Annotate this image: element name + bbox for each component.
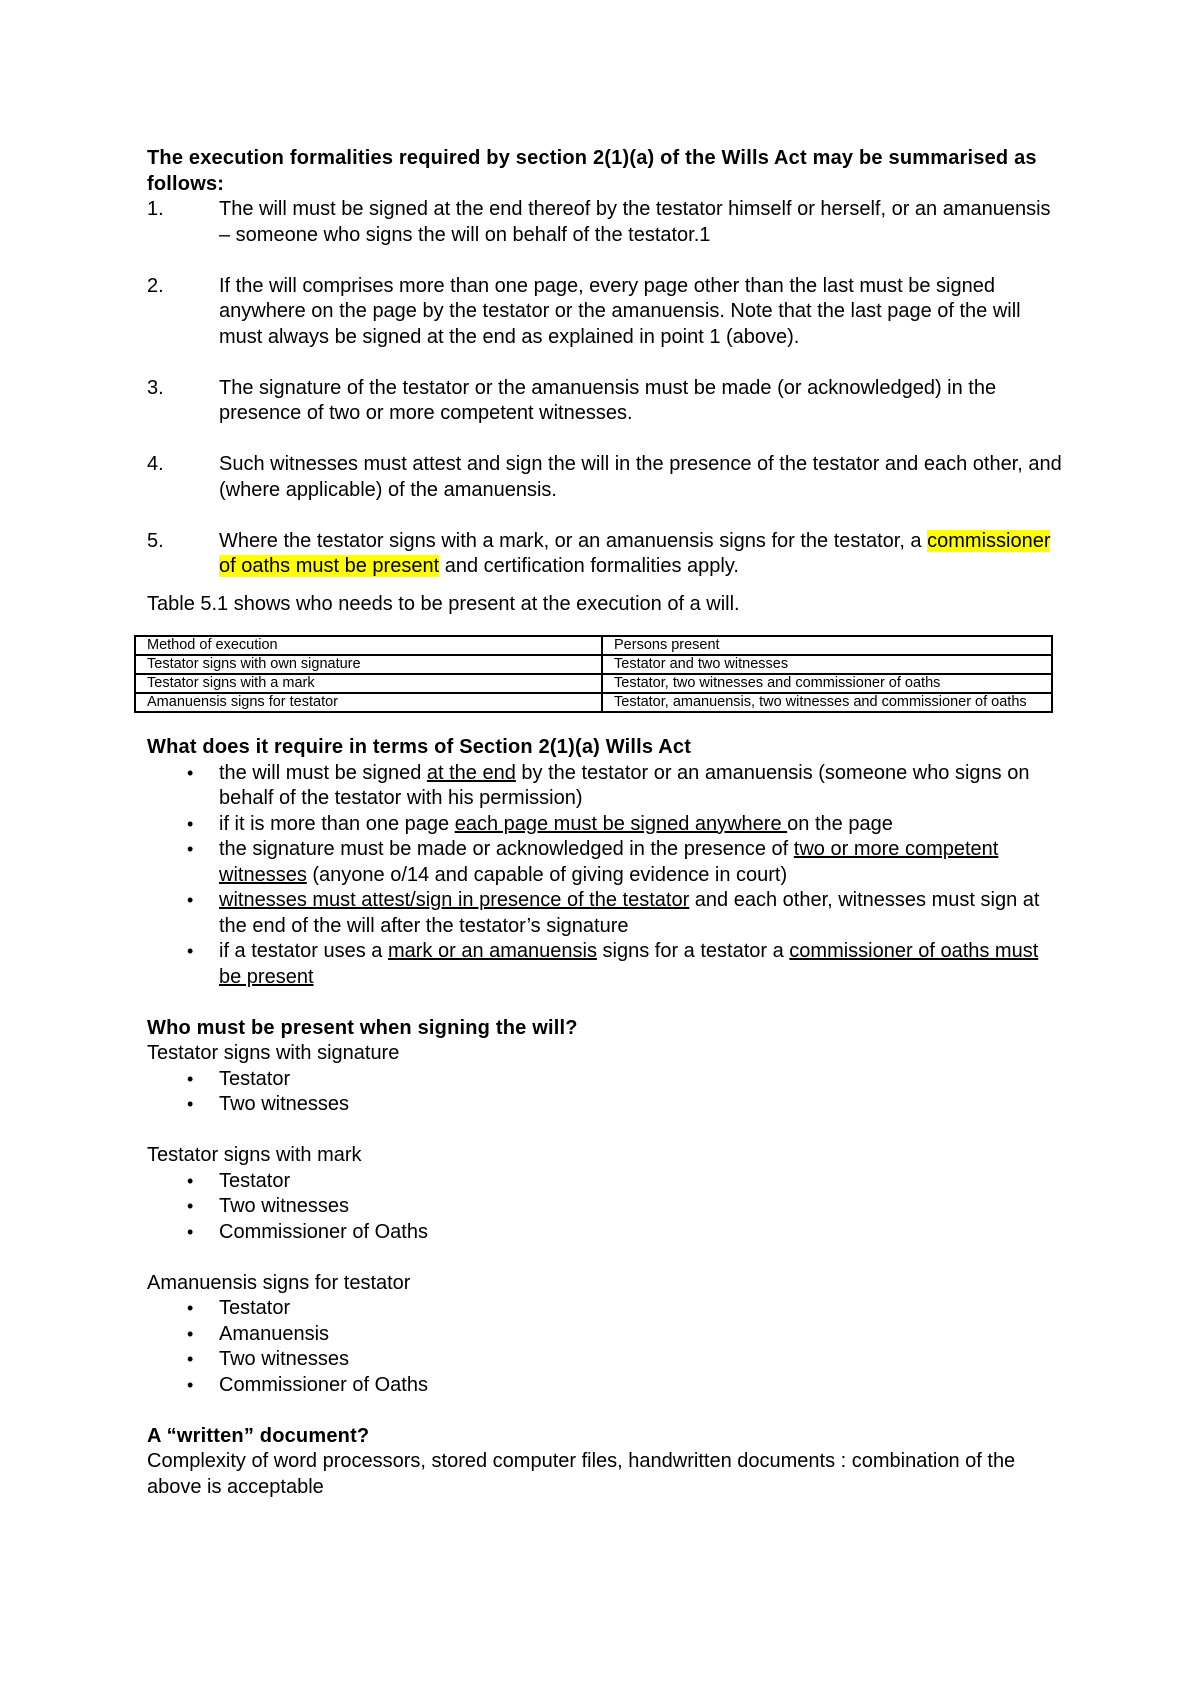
list-item-text xyxy=(219,939,1062,990)
list-item xyxy=(147,1296,1062,1322)
list-item-text xyxy=(219,837,1062,888)
table-cell: Testator, two witnesses and commissioner of oaths xyxy=(602,674,1052,693)
list-item xyxy=(147,1322,1062,1348)
item-text-before: Where the testator signs with a mark, or an amanuensis signs for the testator, a xyxy=(219,529,928,552)
bullet-icon: • xyxy=(187,1374,194,1395)
text-part: the will must be signed xyxy=(219,761,427,784)
formality-item xyxy=(147,452,1062,503)
table-cell: Testator signs with a mark xyxy=(135,674,602,693)
intro-heading: The execution formalities required by section 2(1)(a) of the Wills Act may be summarised as follows: xyxy=(147,147,1037,195)
list-item-text: Testator xyxy=(219,1297,291,1319)
text-part: and each other, witnesses must sign at the end of the will after the testator’s signature xyxy=(219,889,1040,937)
table-cell: Testator signs with own signature xyxy=(135,655,602,674)
item-text: If the will comprises more than one page, every page other than the last must be signed anywhere on the page by the testator or the amanuensis. Note that the last page of the will must always be signed at the end as explained in point 1 (above). xyxy=(219,274,1021,348)
text-part: signs for a testator a xyxy=(596,940,790,962)
table-header-cell: Method of execution xyxy=(135,636,602,655)
bullet-icon: • xyxy=(187,813,194,834)
text-part: by the testator or an amanuensis (someone who signs on behalf of the testator with his permission) xyxy=(219,761,1030,809)
group-title: Amanuensis signs for testator xyxy=(147,1271,411,1294)
table-intro: Table 5.1 shows who needs to be present at the execution of a will. xyxy=(147,592,740,615)
underlined-text: two or more competent witnesses xyxy=(219,838,999,886)
list-item xyxy=(147,1169,1062,1195)
list-item-text: Commissioner of Oaths xyxy=(219,1373,428,1396)
list-item-text: Commissioner of Oaths xyxy=(219,1220,428,1243)
item-number: 2. xyxy=(147,274,164,297)
table-row xyxy=(135,693,1052,712)
list-item xyxy=(147,888,1062,939)
underlined-text: witnesses must attest/sign in presence of the testator xyxy=(219,889,690,911)
bullet-icon: • xyxy=(187,1094,194,1114)
list-item-text: Amanuensis xyxy=(219,1322,330,1345)
presence-group xyxy=(147,1143,1062,1245)
bullet-icon: • xyxy=(187,1196,194,1216)
list-item xyxy=(147,812,1062,838)
list-item xyxy=(147,1067,1062,1093)
written-text: Complexity of word processors, stored computer files, handwritten documents : combination of the above is acceptable xyxy=(147,1450,1016,1498)
text-part: on the page xyxy=(787,812,893,835)
list-item-text xyxy=(219,761,1062,812)
bullet-icon: • xyxy=(187,839,194,859)
text-part: if it is more than one page xyxy=(219,812,455,835)
list-item xyxy=(147,1373,1062,1399)
group-title: Testator signs with mark xyxy=(147,1144,362,1166)
list-item-text xyxy=(219,812,1062,838)
list-item xyxy=(147,761,1062,812)
item-text: The signature of the testator or the amanuensis must be made (or acknowledged) in the presence of two or more competent witnesses. xyxy=(219,376,997,424)
presence-group xyxy=(147,1041,1062,1118)
list-item-text: Two witnesses xyxy=(219,1348,350,1370)
item-text xyxy=(219,529,1062,580)
formality-item xyxy=(147,274,1062,351)
underlined-text: commissioner of oaths must be present xyxy=(219,940,1039,988)
underlined-text: each page must be signed anywhere xyxy=(454,812,788,835)
group-title: Testator signs with signature xyxy=(147,1042,400,1064)
item-text-after: and certification formalities apply. xyxy=(439,555,739,577)
table-cell: Testator, amanuensis, two witnesses and commissioner of oaths xyxy=(602,693,1052,712)
table-row xyxy=(135,674,1052,693)
item-number: 4. xyxy=(147,453,164,475)
list-item-text: Two witnesses xyxy=(219,1093,350,1115)
item-number: 3. xyxy=(147,376,164,399)
list-item-text: Two witnesses xyxy=(219,1195,350,1217)
formality-item xyxy=(147,376,1062,427)
requirements-heading: What does it require in terms of Section 2(1)(a) Wills Act xyxy=(147,736,692,758)
item-number: 5. xyxy=(147,529,164,552)
bullet-icon: • xyxy=(187,1349,194,1369)
bullet-icon: • xyxy=(187,762,194,783)
presence-group xyxy=(147,1271,1062,1399)
list-item xyxy=(147,1220,1062,1246)
document-content xyxy=(147,146,1062,1500)
group-list xyxy=(147,1169,1062,1246)
table-cell: Testator and two witnesses xyxy=(602,655,1052,674)
highlighted-text: commissioner of oaths must be present xyxy=(219,529,1051,577)
underlined-text: mark or an amanuensis xyxy=(387,940,597,962)
formality-item xyxy=(147,529,1062,580)
underlined-text: at the end xyxy=(426,761,516,784)
written-heading: A “written” document? xyxy=(147,1424,370,1447)
list-item-text xyxy=(219,888,1062,939)
text-part: (anyone o/14 and capable of giving evidence in court) xyxy=(306,863,788,886)
group-list xyxy=(147,1296,1062,1398)
presence-heading: Who must be present when signing the will? xyxy=(147,1016,578,1039)
item-number: 1. xyxy=(147,198,164,220)
table-header-cell: Persons present xyxy=(602,636,1052,655)
list-item xyxy=(147,1092,1062,1118)
table-cell: Amanuensis signs for testator xyxy=(135,693,602,712)
requirements-list xyxy=(147,761,1062,991)
formalities-list xyxy=(147,197,1062,580)
item-text: The will must be signed at the end thereof by the testator himself or herself, or an amanuensis – someone who signs the will on behalf of the testator.1 xyxy=(219,198,1051,246)
bullet-icon: • xyxy=(187,1068,194,1089)
group-list xyxy=(147,1067,1062,1118)
table-row xyxy=(135,655,1052,674)
list-item-text: Testator xyxy=(219,1067,291,1090)
list-item xyxy=(147,1194,1062,1220)
list-item xyxy=(147,939,1062,990)
list-item xyxy=(147,1347,1062,1373)
bullet-icon: • xyxy=(187,1170,194,1191)
formality-item xyxy=(147,197,1062,248)
list-item-text: Testator xyxy=(219,1169,291,1192)
bullet-icon: • xyxy=(187,1298,194,1318)
execution-table xyxy=(134,635,1053,713)
text-part: the signature must be made or acknowledged in the presence of xyxy=(219,838,794,860)
bullet-icon: • xyxy=(187,1323,194,1344)
bullet-icon: • xyxy=(187,890,194,910)
bullet-icon: • xyxy=(187,1221,194,1242)
text-part: if a testator uses a xyxy=(219,940,388,962)
list-item xyxy=(147,837,1062,888)
table-header-row xyxy=(135,636,1052,655)
item-text: Such witnesses must attest and sign the will in the presence of the testator and each other, and (where applicable) of the amanuensis. xyxy=(219,453,1062,501)
bullet-icon: • xyxy=(187,941,194,961)
